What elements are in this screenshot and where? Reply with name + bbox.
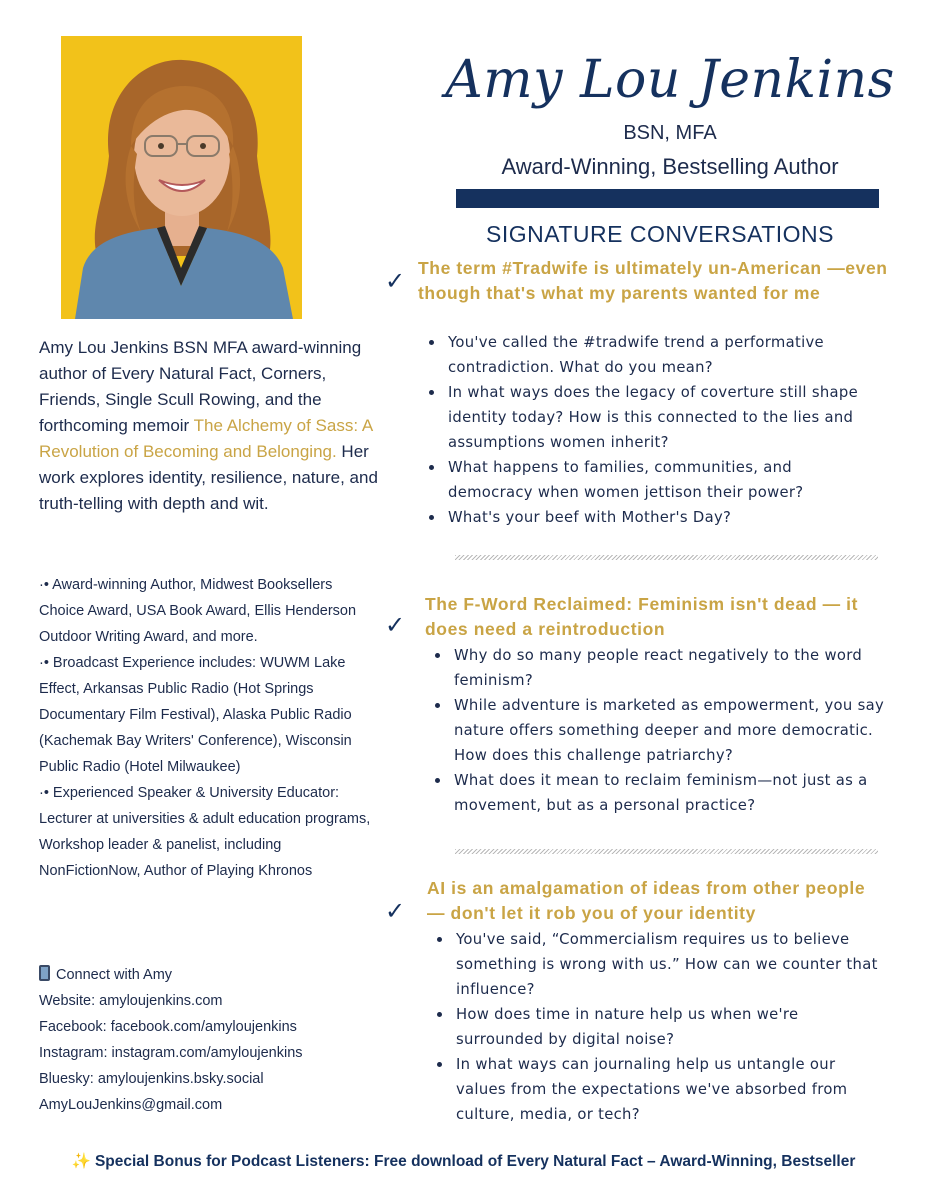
facebook-link[interactable]: Facebook: facebook.com/amyloujenkins [39,1019,297,1035]
author-credentials: BSN, MFA [623,122,717,144]
question-item: You've called the #tradwife trend a performative contradiction. What do you mean? [428,330,878,380]
mobile-phone-icon [39,965,50,981]
question-item: How does time in nature help us when we're surrounded by digital noise? [436,1002,888,1052]
checkmark-icon: ✓ [385,611,406,639]
topic-1 [385,256,905,531]
topic-title: The F-Word Reclaimed: Feminism isn't dead — it does need a reintroduction [425,594,859,639]
podcast-bonus-footer [0,1150,927,1174]
connect-heading-row [39,962,379,988]
question-item: Why do so many people react negatively to the word feminism? [434,643,904,693]
credential-item: ·• Award-winning Author, Midwest Booksellers Choice Award, USA Book Award, Ellis Henderson Outdoor Writing Award, and more. [39,577,357,645]
question-list [428,330,878,530]
topic-title: AI is an amalgamation of ideas from other people — don't let it rob you of your identity [427,878,866,923]
email-link[interactable]: AmyLouJenkins@gmail.com [39,1097,223,1113]
section-divider [455,849,878,854]
question-item: What's your beef with Mother's Day? [428,505,878,530]
author-photo [61,36,302,319]
sparkle-icon: ✨ [71,1153,91,1170]
topic-3 [385,876,905,1131]
author-portrait-illustration [61,36,302,319]
header-divider-bar [456,189,879,208]
topic-2 [385,592,905,822]
author-tagline: Award-Winning, Bestselling Author [501,154,839,179]
question-item: In what ways can journaling help us untangle our values from the expectations we've absorbed from culture, media, or tech? [436,1052,888,1127]
checkmark-icon: ✓ [385,267,406,295]
credentials-list [39,572,379,884]
section-divider [455,555,878,560]
question-item: In what ways does the legacy of coverture still shape identity today? How is this connected to the lies and assumptions women inherit? [428,380,878,455]
website-link[interactable]: Website: amyloujenkins.com [39,993,223,1009]
author-bio [39,335,379,517]
topic-title: The term #Tradwife is ultimately un-American —even though that's what my parents wanted for me [418,258,888,303]
credential-item: ·• Experienced Speaker & University Educator: Lecturer at universities & adult education programs, Workshop leader & panelist, including NonFictionNow, Author of Playing Khronos [39,785,371,879]
bio-intro: Amy Lou Jenkins BSN MFA award-winning author of Every Natural Fact, Corners, Friends, Single Scull Rowing, and the forthcoming memoir [39,338,362,435]
author-name: Amy Lou Jenkins [445,50,895,110]
question-list [434,643,904,818]
connect-section [39,962,379,1118]
bluesky-link[interactable]: Bluesky: amyloujenkins.bsky.social [39,1071,264,1087]
credential-item: ·• Broadcast Experience includes: WUWM Lake Effect, Arkansas Public Radio (Hot Springs Documentary Film Festival), Alaska Public Radio (Kachemak Bay Writers' Conference), Wisconsin Public Radio (Hotel Milwaukee) [39,655,352,775]
question-item: What does it mean to reclaim feminism—not just as a movement, but as a personal practice? [434,768,904,818]
section-title: SIGNATURE CONVERSATIONS [485,221,835,247]
question-item: What happens to families, communities, and democracy when women jettison their power? [428,455,878,505]
question-item: You've said, “Commercialism requires us to believe something is wrong with us.” How can we counter that influence? [436,927,888,1002]
checkmark-icon: ✓ [385,897,406,925]
footer-text: Special Bonus for Podcast Listeners: Free download of Every Natural Fact – Award-Winning, Bestseller [94,1153,856,1170]
question-list [436,927,888,1127]
bio-rest: Her work explores identity, resilience, nature, and truth-telling with depth and wit. [39,442,378,513]
question-item: While adventure is marketed as empowerment, you say nature offers something deeper and more democratic. How does this challenge patriarchy? [434,693,904,768]
bio-book-title: The Alchemy of Sass: A Revolution of Becoming and Belonging. [39,416,373,461]
instagram-link[interactable]: Instagram: instagram.com/amyloujenkins [39,1045,303,1061]
connect-heading: Connect with Amy [56,967,173,983]
